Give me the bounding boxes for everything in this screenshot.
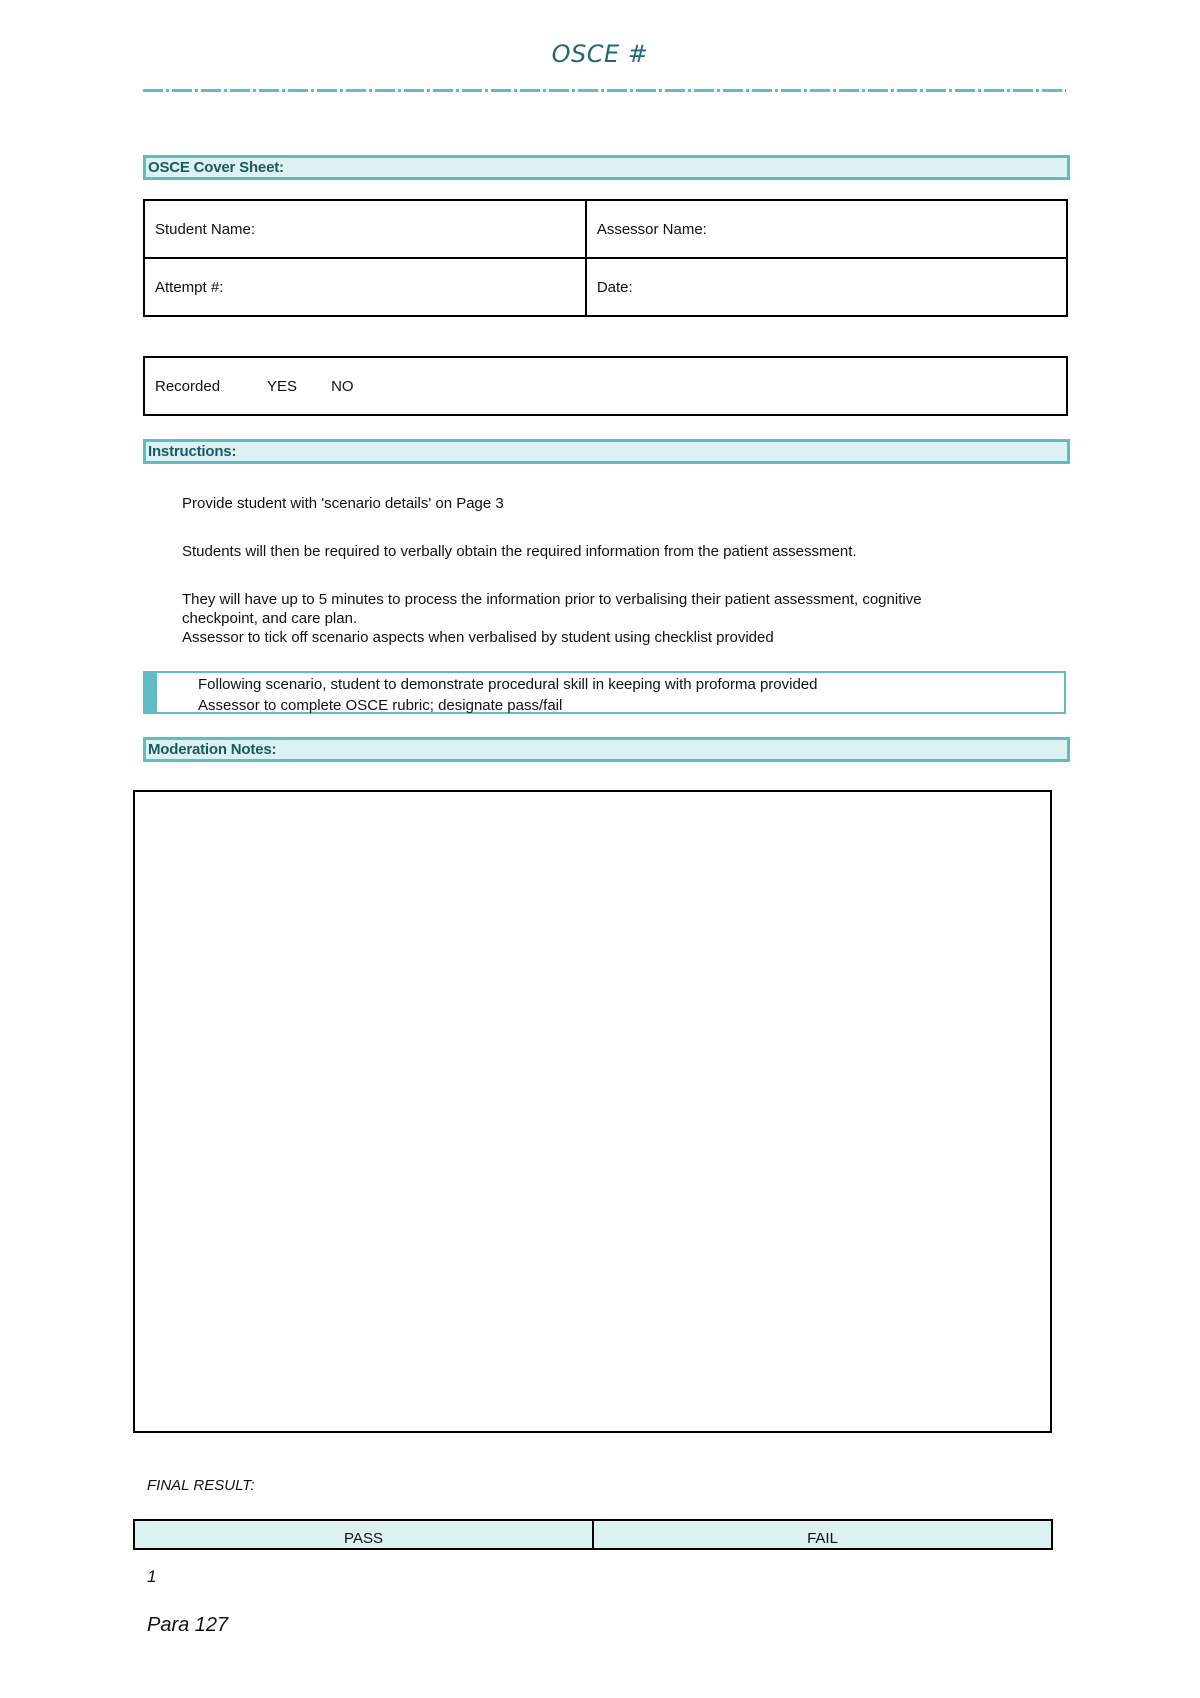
- para-number: Para 127: [147, 1614, 229, 1636]
- instruction-line-2: Students will then be required to verbally obtain the required information from the patient assessment.: [182, 543, 857, 560]
- moderation-notes-box[interactable]: [133, 790, 1052, 1433]
- pass-cell[interactable]: PASS: [134, 1520, 593, 1549]
- instruction-line-1: Provide student with 'scenario details' on Page 3: [182, 495, 504, 512]
- final-result-label: FINAL RESULT:: [147, 1477, 255, 1494]
- procedure-callout: [143, 671, 1066, 714]
- fail-cell[interactable]: FAIL: [593, 1520, 1052, 1549]
- date-label: Date:: [596, 278, 633, 296]
- callout-accent-bar: [145, 673, 157, 712]
- attempt-label: Attempt #:: [155, 278, 224, 296]
- moderation-notes-heading: Moderation Notes:: [143, 737, 1070, 762]
- page-title: OSCE #: [551, 40, 649, 68]
- recorded-label: Recorded: [155, 377, 221, 395]
- instructions-heading: Instructions:: [143, 439, 1070, 464]
- instruction-line-3b: checkpoint, and care plan.: [182, 610, 358, 627]
- student-name-label: Student Name:: [155, 220, 256, 238]
- cover-sheet-table: [143, 199, 1068, 317]
- student-name-field[interactable]: [144, 200, 586, 258]
- instruction-line-4: Assessor to tick off scenario aspects when verbalised by student using checklist provided: [182, 629, 774, 646]
- recorded-no-option[interactable]: NO: [331, 377, 354, 395]
- header-divider: [143, 88, 1066, 93]
- recorded-box: [143, 356, 1068, 416]
- page-number: 1: [147, 1567, 157, 1586]
- assessor-name-field[interactable]: [586, 200, 1067, 258]
- final-result-table: [133, 1519, 1053, 1550]
- instruction-line-3: They will have up to 5 minutes to process the information prior to verbalising their patient assessment, cognitive: [182, 591, 922, 608]
- callout-line-2: Assessor to complete OSCE rubric; designate pass/fail: [198, 697, 563, 714]
- date-field[interactable]: [586, 258, 1067, 316]
- recorded-yes-option[interactable]: YES: [267, 377, 298, 395]
- cover-sheet-heading: OSCE Cover Sheet:: [143, 155, 1070, 180]
- assessor-name-label: Assessor Name:: [596, 220, 707, 238]
- attempt-field[interactable]: [144, 258, 586, 316]
- callout-line-1: Following scenario, student to demonstrate procedural skill in keeping with proforma provided: [198, 676, 818, 693]
